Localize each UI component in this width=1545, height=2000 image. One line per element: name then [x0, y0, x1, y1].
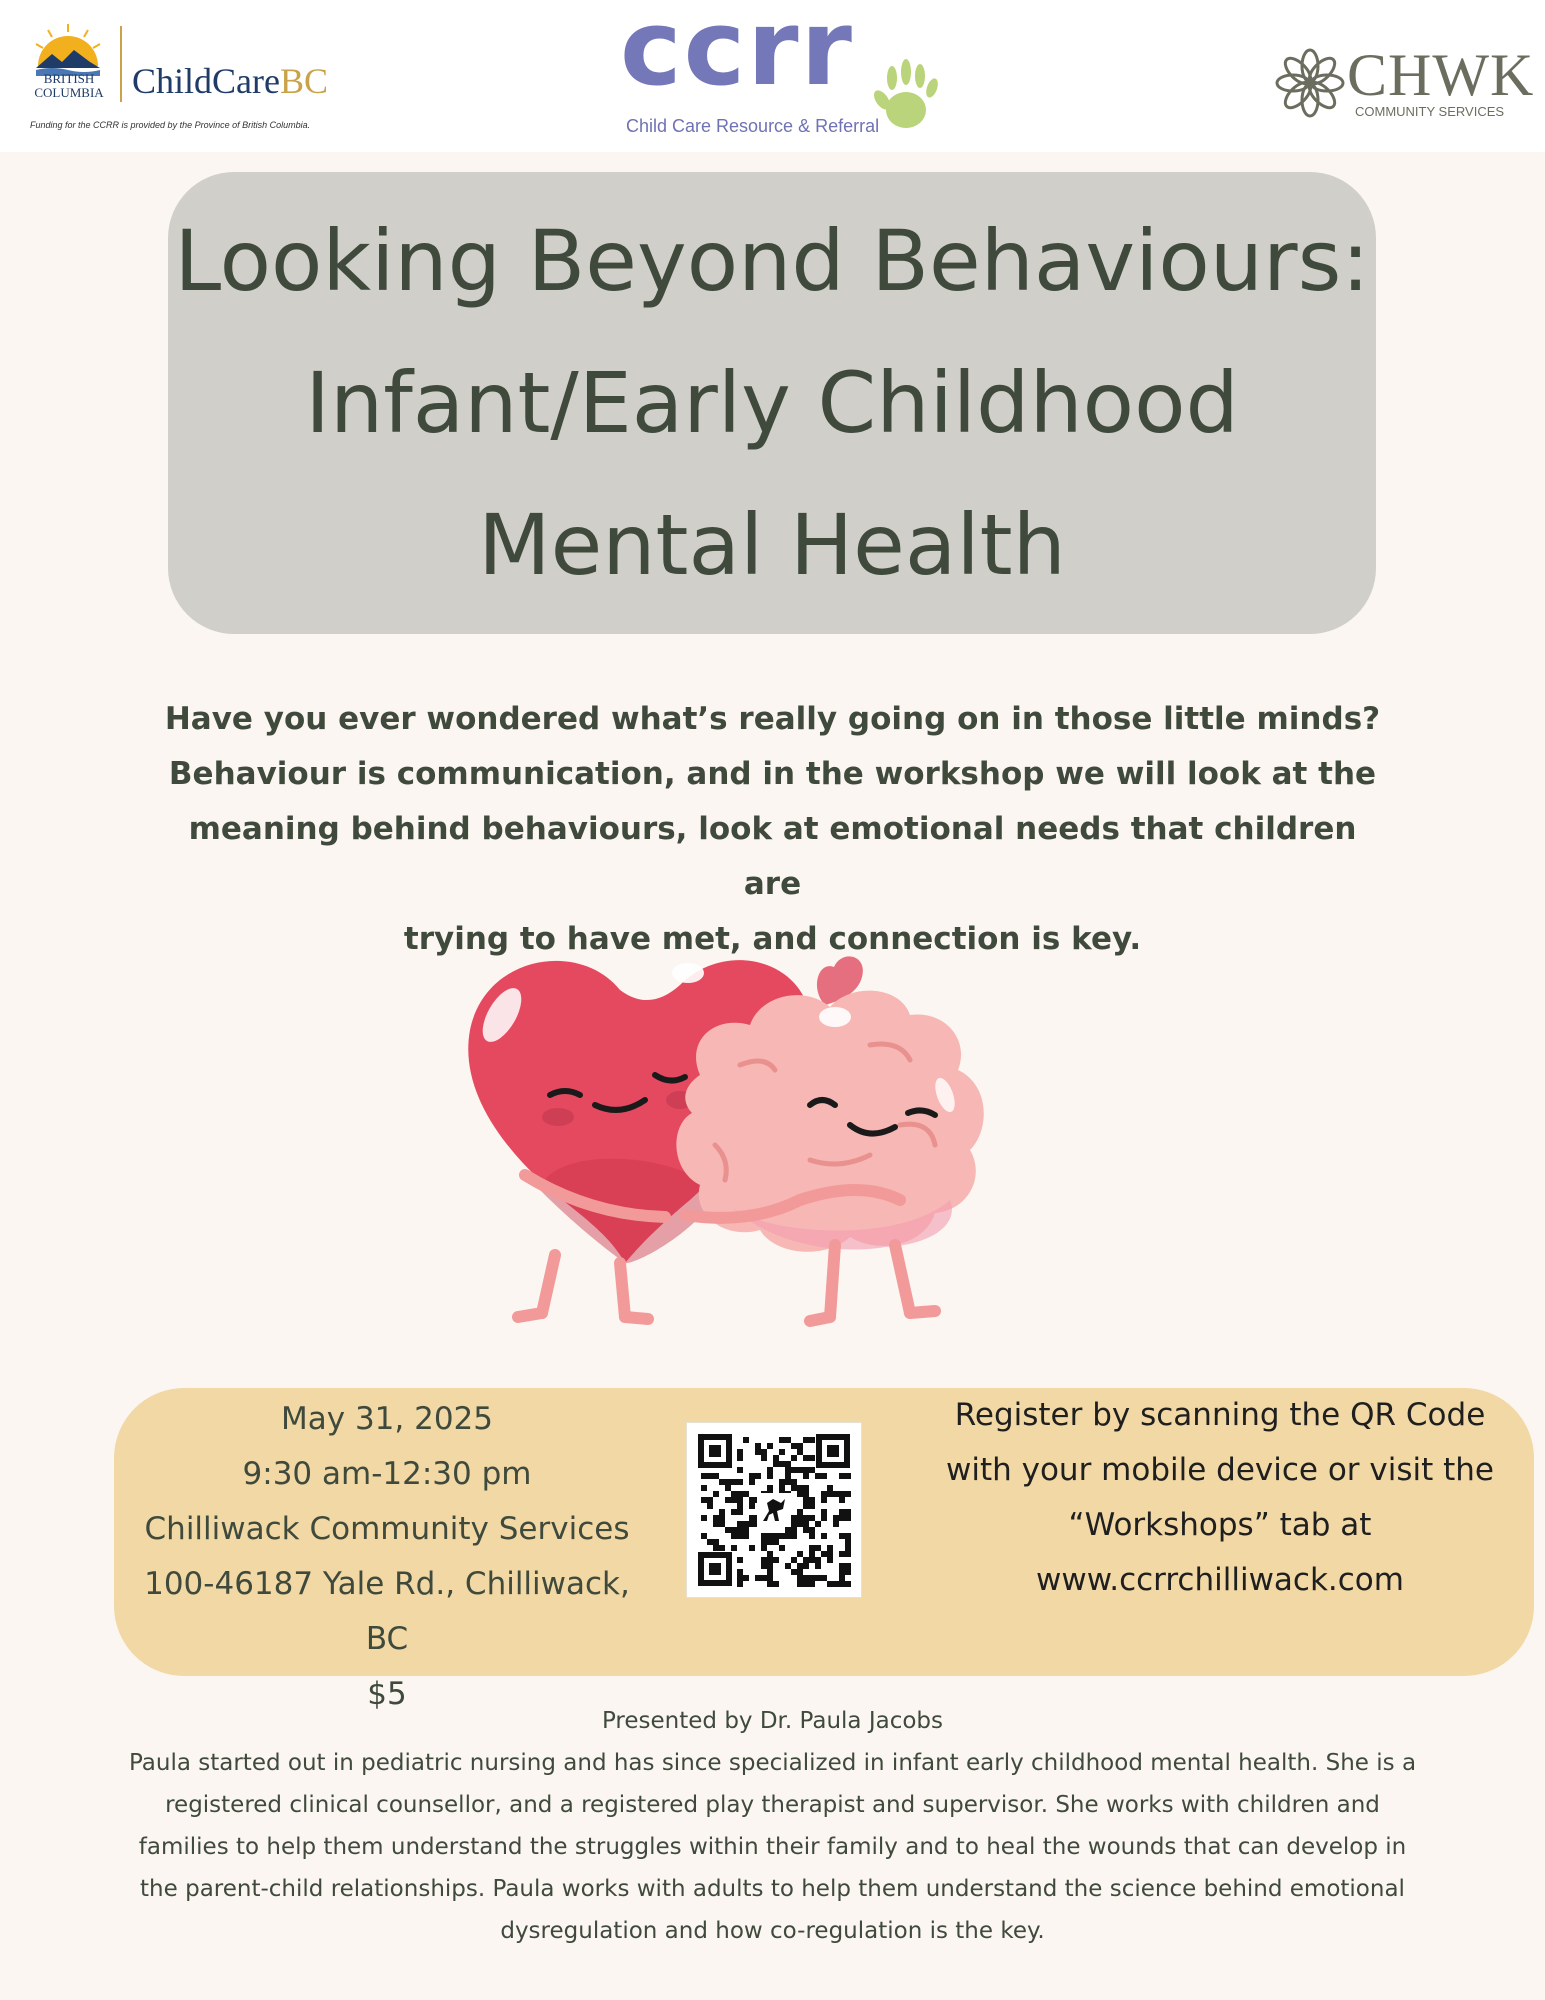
presenter-bio-line-4: the parent-child relationships. Paula works with adults to help them understand the science behind emotional — [140, 1876, 1405, 1902]
presenter-bio-line-2: registered clinical counsellor, and a registered play therapist and supervisor. She works with children and — [165, 1792, 1380, 1818]
childcarebc-logo — [24, 22, 344, 137]
event-info — [122, 1392, 652, 1722]
presenter-bio-line-5: dysregulation and how co-regulation is the key. — [500, 1918, 1045, 1944]
childcarebc-wordmark — [132, 60, 328, 102]
chwk-logo — [1275, 44, 1537, 124]
flower-logo-icon — [1275, 48, 1345, 118]
bc-province-line1: BRITISH — [43, 71, 95, 86]
childcarebc-main: ChildCare — [132, 61, 280, 101]
intro-line-4: trying to have met, and connection is key. — [403, 921, 1142, 957]
intro-line-3: meaning behind behaviours, look at emotional needs that children are — [188, 811, 1357, 902]
title-line-1: Looking Beyond Behaviours: — [174, 212, 1370, 310]
register-line-2: with your mobile device or visit the — [945, 1452, 1495, 1488]
bc-province-name — [24, 72, 114, 100]
chwk-subtitle: COMMUNITY SERVICES — [1355, 104, 1505, 119]
register-line-1: Register by scanning the QR Code — [954, 1397, 1486, 1433]
bc-logo-divider — [120, 26, 122, 102]
header-banner — [0, 0, 1545, 152]
hand-print-icon — [868, 54, 944, 138]
presenter-bio-line-1: Paula started out in pediatric nursing and has since specialized in infant early childhood mental health. She is a — [128, 1750, 1417, 1776]
presenter-bio-line-3: families to help them understand the struggles within their family and to heal the wounds that can develop in — [138, 1834, 1407, 1860]
event-date: May 31, 2025 — [281, 1401, 493, 1437]
presenter-heading: Presented by Dr. Paula Jacobs — [601, 1708, 944, 1734]
event-time: 9:30 am-12:30 pm — [242, 1456, 532, 1492]
event-address: 100-46187 Yale Rd., Chilliwack, BC — [144, 1566, 630, 1657]
event-venue: Chilliwack Community Services — [144, 1511, 630, 1547]
register-line-3: “Workshops” tab at — [1068, 1507, 1372, 1543]
heart-brain-illustration — [430, 945, 1115, 1350]
title-box — [168, 172, 1376, 634]
registration-qr-code[interactable] — [686, 1422, 862, 1598]
chwk-wordmark: CHWK — [1347, 42, 1535, 108]
title-line-3: Mental Health — [478, 496, 1066, 594]
brain-character-icon — [676, 991, 983, 1321]
event-details-pill — [114, 1388, 1534, 1712]
ccrr-wordmark: ccrr — [620, 0, 854, 109]
ccrr-logo — [620, 2, 950, 142]
bc-province-line2: COLUMBIA — [34, 85, 104, 100]
funding-note: Funding for the CCRR is provided by the Province of British Columbia. — [30, 120, 311, 130]
register-website-link[interactable]: www.ccrrchilliwack.com — [1036, 1562, 1404, 1598]
registration-instructions — [930, 1388, 1510, 1608]
event-price: $5 — [367, 1676, 407, 1712]
presenter-section — [110, 1700, 1435, 1952]
intro-line-1: Have you ever wondered what’s really going on in those little minds? — [164, 701, 1381, 737]
intro-line-2: Behaviour is communication, and in the workshop we will look at the — [168, 756, 1377, 792]
ccrr-subtitle: Child Care Resource & Referral — [626, 116, 880, 136]
title-line-2: Infant/Early Childhood — [305, 354, 1239, 452]
qr-code-icon — [687, 1423, 861, 1597]
childcarebc-accent: BC — [279, 61, 329, 101]
intro-paragraph — [160, 692, 1385, 967]
